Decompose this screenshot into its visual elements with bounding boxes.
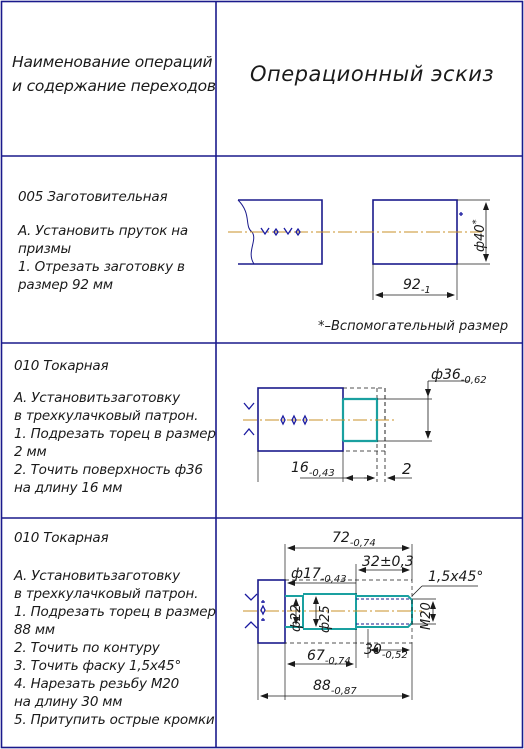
prism-support-symbols: [261, 228, 300, 235]
dim-diameter-25: ф25: [318, 605, 333, 633]
header-right: Операционный эскиз: [250, 62, 495, 86]
operation-2-title: 010 Токарная: [14, 358, 109, 374]
operation-2-step: в трехкулачковый патрон.: [14, 408, 199, 424]
operation-3-step: на длину 30 мм: [14, 694, 123, 710]
dim-diameter-22: ф22: [289, 604, 304, 632]
operation-3-title: 010 Токарная: [14, 530, 109, 546]
dim-length-32: 32±0,3: [362, 554, 414, 570]
clamp-symbol: [459, 212, 463, 216]
operation-2-step: 2 мм: [14, 444, 47, 460]
dim-diameter-17: $ф17_{-0,43}$: [291, 566, 347, 585]
operation-3-step: 2. Точить по контуру: [14, 640, 160, 656]
operation-1-step: призмы: [18, 241, 71, 257]
operation-1-step: 1. Отрезать заготовку в: [18, 259, 185, 275]
operation-3-step: А. Установитьзаготовку: [14, 568, 180, 584]
operation-1-title: 005 Заготовительная: [18, 189, 168, 205]
operation-2-step: 1. Подрезать торец в размер: [14, 426, 216, 442]
header-left-line2: и содержание переходов: [12, 77, 216, 95]
sketch-2: [243, 367, 487, 482]
header-left-line1: Наименование операций: [12, 53, 213, 71]
contour-thread: [356, 596, 412, 627]
dim-length-30: $30_{-0,52}$: [364, 642, 408, 661]
dim-overall-72: $72_{-0,74}$: [332, 530, 376, 549]
operation-3-step: в трехкулачковый патрон.: [14, 586, 199, 602]
operation-3-step: 4. Нарезать резьбу М20: [14, 676, 180, 692]
dim-diameter-40: ф40*: [471, 219, 488, 252]
stock-envelope: [285, 580, 412, 643]
dim-chamfer: 1,5х45°: [428, 569, 484, 585]
dim-face-2: 2: [402, 460, 412, 478]
dim-length-67: $67_{-0,74}$: [307, 648, 351, 667]
dim-length-92: $92_{-1}$: [403, 277, 431, 296]
operation-2-step: на длину 16 мм: [14, 480, 123, 496]
chuck-symbols: [244, 403, 307, 435]
dim-length-88: $88_{-0,87}$: [313, 678, 357, 697]
dim-length-16: $16_{-0,43}$: [291, 460, 335, 479]
operation-1-step: размер 92 мм: [18, 277, 113, 293]
operation-3-step: 3. Точить фаску 1,5х45°: [14, 658, 181, 674]
operation-3-step: 5. Притупить острые кромки: [14, 712, 215, 728]
sketch-1: [228, 200, 508, 334]
sketch-3: [243, 530, 483, 700]
thread-lines: [356, 599, 410, 624]
workpiece-outline: [258, 388, 343, 451]
operation-2-step: А. Установитьзаготовку: [14, 390, 180, 406]
auxiliary-dimension-note: *–Вспомогательный размер: [318, 319, 509, 334]
operation-1-step: А. Установить пруток на: [18, 223, 188, 239]
dim-diameter-36: $ф36_{-0,62}$: [431, 367, 487, 386]
dim-thread-m20: М20: [419, 602, 434, 630]
operation-2-step: 2. Точить поверхность ф36: [14, 462, 203, 478]
operation-3-step: 1. Подрезать торец в размер: [14, 604, 216, 620]
operation-3-step: 88 мм: [14, 622, 55, 638]
